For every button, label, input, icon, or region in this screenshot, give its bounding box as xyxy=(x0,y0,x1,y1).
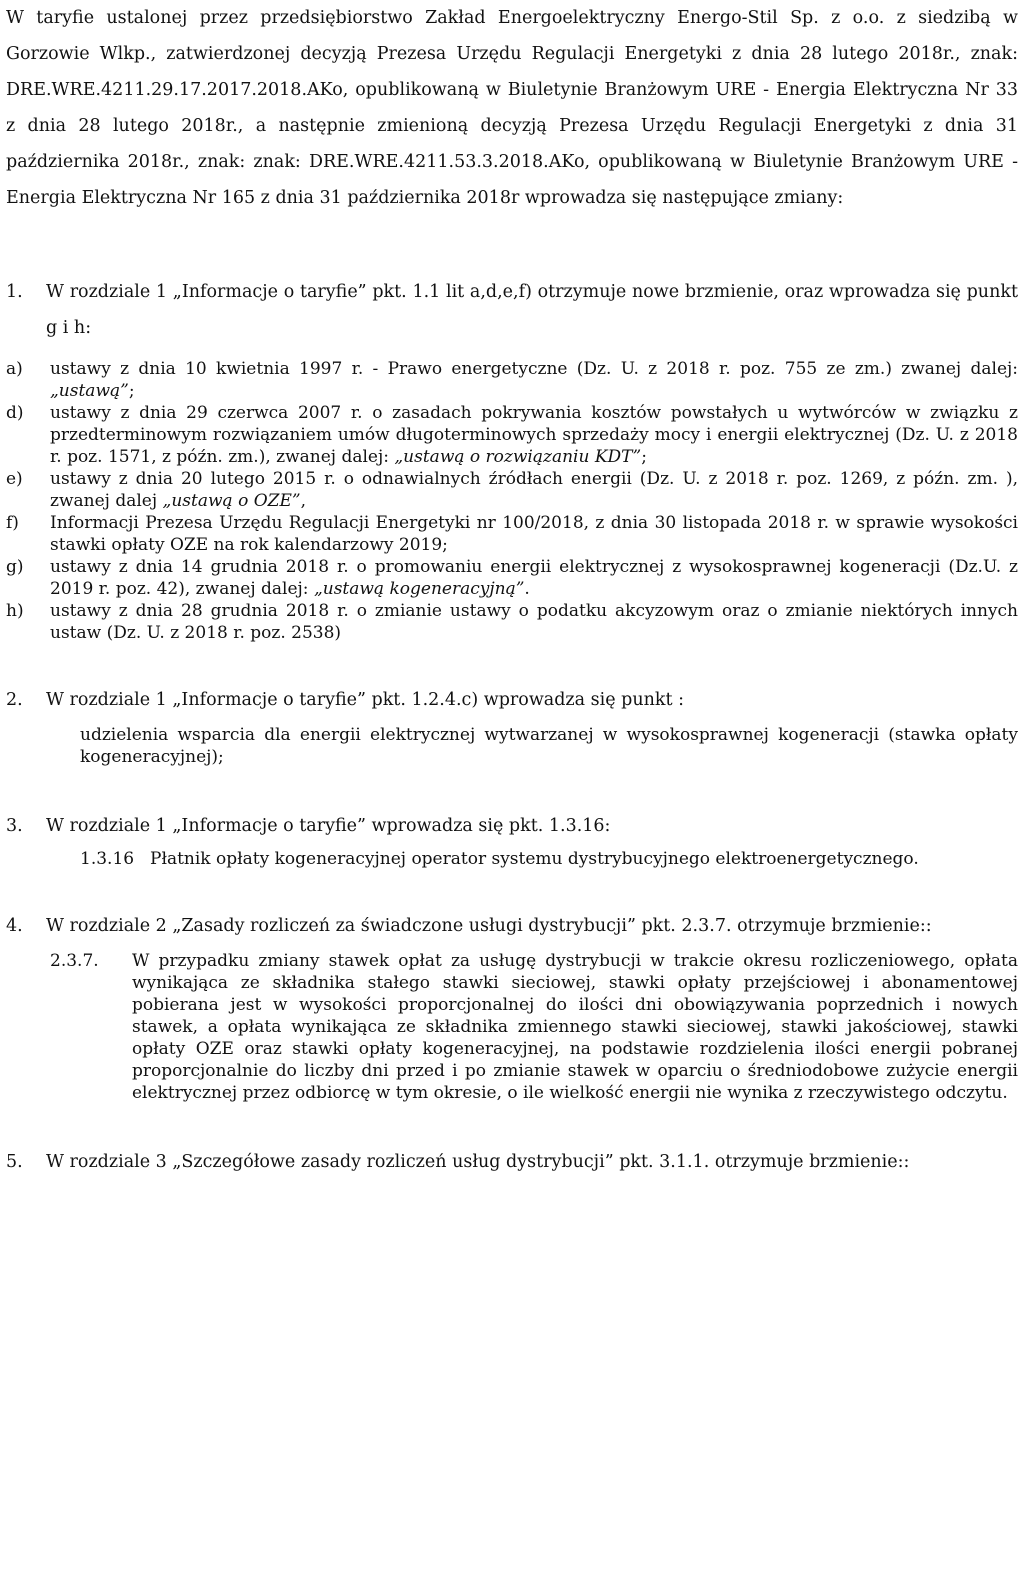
item-text: W rozdziale 3 „Szczegółowe zasady rozliczeń usług dystrybucji” pkt. 3.1.1. otrzymuje brzmienie:: xyxy=(46,1152,910,1172)
item-number: 2. xyxy=(6,690,23,710)
list-item: a) ustawy z dnia 10 kwietnia 1997 r. - Prawo energetyczne (Dz. U. z 2018 r. poz. 755 ze zm.) zwanej dalej: „ustawą”; xyxy=(6,359,1018,401)
inserted-clause: 1.3.16 Płatnik opłaty kogeneracyjnej operator systemu dystrybucyjnego elektroenergetycznego. xyxy=(80,849,919,869)
item-number: 4. xyxy=(6,916,23,936)
item-text: W rozdziale 1 „Informacje o taryfie” wprowadza się pkt. 1.3.16: xyxy=(46,816,611,836)
amendment-item-2 xyxy=(6,682,1018,768)
item-number: 5. xyxy=(6,1152,23,1172)
inserted-point-text: udzielenia wsparcia dla energii elektrycznej wytwarzanej w wysokosprawnej kogeneracji (stawka opłaty kogeneracyjnej); xyxy=(80,725,1018,767)
amendment-item-4 xyxy=(6,908,1018,1104)
replaced-clause: 2.3.7. W przypadku zmiany stawek opłat za usługę dystrybucji w trakcie okresu rozliczeniowego, opłata wynikająca ze składnika stałego stawki sieciowej, stawki opłaty przejściowej i abonamentowej pobierana jest w wysokości proporcjonalnej do ilości dni obowiązywania poprzednich i nowych stawek, a opłata wynikająca ze składnika zmiennego stawki sieciowej, stawki jakościowej, stawki opłaty OZE oraz stawki opłaty kogeneracyjnej, na podstawie rozdzielenia ilości energii pobranej proporcjonalnie do liczby dni przed i po zmianie stawek w oparciu o średniodobowe zużycie energii elektrycznej przez odbiorcę w tym okresie, o ile wielkość energii nie wynika z rzeczywistego odczytu. xyxy=(50,951,1018,1103)
amendment-item-5 xyxy=(6,1144,1018,1180)
item-text: W rozdziale 2 „Zasady rozliczeń za świadczone usługi dystrybucji” pkt. 2.3.7. otrzymuje brzmienie:: xyxy=(46,916,932,936)
item-number: 3. xyxy=(6,816,23,836)
amendment-item-3 xyxy=(6,808,1018,870)
item-text: W rozdziale 1 „Informacje o taryfie” pkt. 1.1 lit a,d,e,f) otrzymuje nowe brzmienie, oraz wprowadza się punkt g i h: xyxy=(46,282,1018,338)
list-item: g) ustawy z dnia 14 grudnia 2018 r. o promowaniu energii elektrycznej z wysokosprawnej kogeneracji (Dz.U. z 2019 r. poz. 42), zwanej dalej: „ustawą kogeneracyjną”. xyxy=(6,557,1018,599)
list-item: h) ustawy z dnia 28 grudnia 2018 r. o zmianie ustawy o podatku akcyzowym oraz o zmianie niektórych innych ustaw (Dz. U. z 2018 r. poz. 2538) xyxy=(6,601,1018,643)
item-text: W rozdziale 1 „Informacje o taryfie” pkt. 1.2.4.c) wprowadza się punkt : xyxy=(46,690,684,710)
list-item: d) ustawy z dnia 29 czerwca 2007 r. o zasadach pokrywania kosztów powstałych u wytwórców w związku z przedterminowym rozwiązaniem umów długoterminowych sprzedaży mocy i energii elektrycznej (Dz. U. z 2018 r. poz. 1571, z późn. zm.), zwanej dalej: „ustawą o rozwiązaniu KDT”; xyxy=(6,403,1018,467)
list-item: f) Informacji Prezesa Urzędu Regulacji Energetyki nr 100/2018, z dnia 30 listopada 2018 r. w sprawie wysokości stawki opłaty OZE na rok kalendarzowy 2019; xyxy=(6,513,1018,555)
sub-list xyxy=(6,358,1018,644)
list-item: e) ustawy z dnia 20 lutego 2015 r. o odnawialnych źródłach energii (Dz. U. z 2018 r. poz. 1269, z późn. zm. ), zwanej dalej „ustawą o OZE”, xyxy=(6,469,1018,511)
intro-paragraph: W taryfie ustalonej przez przedsiębiorstwo Zakład Energoelektryczny Energo-Stil Sp. z o.o. z siedzibą w Gorzowie Wlkp., zatwierdzonej decyzją Prezesa Urzędu Regulacji Energetyki z dnia 28 lutego 2018r., znak: DRE.WRE.4211.29.17.2017.2018.AKo, opublikowaną w Biuletynie Branżowym URE - Energia Elektryczna Nr 33 z dnia 28 lutego 2018r., a następnie zmienioną decyzją Prezesa Urzędu Regulacji Energetyki z dnia 31 października 2018r., znak: znak: DRE.WRE.4211.53.3.2018.AKo, opublikowaną w Biuletynie Branżowym URE - Energia Elektryczna Nr 165 z dnia 31 października 2018r wprowadza się następujące zmiany: xyxy=(6,8,1018,208)
item-number: 1. xyxy=(6,282,23,302)
amendment-item-1 xyxy=(6,274,1018,644)
